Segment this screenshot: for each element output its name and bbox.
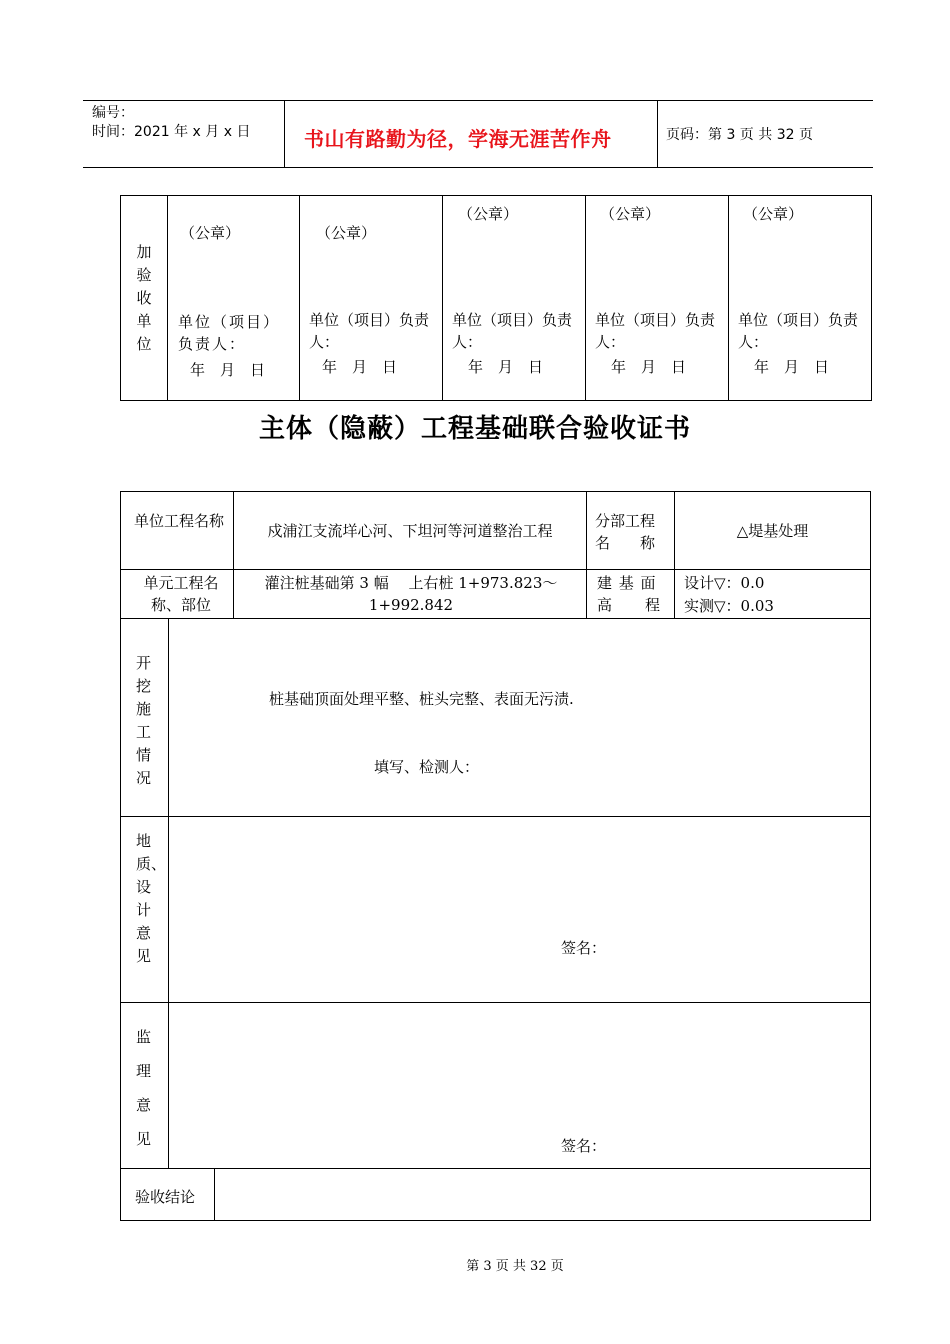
excavation-label: 开挖施工情况: [136, 654, 152, 787]
acceptance-units-table: [120, 195, 872, 401]
date-label: 年 月 日: [611, 358, 687, 376]
unit-responsible-label: 单位（项目）负责人：: [452, 311, 573, 351]
footer-page-number: 第 3 页 共 32 页: [466, 1259, 564, 1274]
seal-label: （公章）: [180, 224, 241, 242]
seal-label: （公章）: [600, 205, 661, 223]
supervision-label: 监理意见: [136, 1028, 152, 1148]
date-label: 年 月 日: [322, 358, 398, 376]
page-indicator: 页码：第 3 页 共 32 页: [666, 127, 813, 143]
sign-column-5: [729, 196, 872, 401]
col-divider: [586, 492, 587, 619]
acceptance-units-label-cell: [121, 196, 168, 401]
sub-project-label: 分部工程名 称: [595, 512, 656, 552]
geology-design-label: 地质、设计意见: [136, 832, 167, 965]
acceptance-form: [120, 491, 871, 1221]
seal-label: （公章）: [316, 224, 377, 242]
conclusion-label: 验收结论: [135, 1188, 196, 1206]
row-divider: [121, 816, 870, 817]
conclusion-field[interactable]: [215, 1169, 869, 1221]
unit-responsible-label: 单位（项目）负责人：: [738, 311, 859, 351]
excavation-inspector-label: 填写、检测人：: [374, 758, 480, 776]
seal-label: （公章）: [743, 205, 804, 223]
header-divider: [284, 100, 285, 168]
header-top-rule: [83, 100, 873, 101]
geology-signature-label: 签名：: [561, 939, 607, 957]
unit-responsible-label: 单位（项目）负责人：: [595, 311, 716, 351]
unit-responsible-label: 单位（项目）负责人：: [178, 313, 281, 353]
supervision-signature-label: 签名：: [561, 1137, 607, 1155]
header-divider: [657, 100, 658, 168]
col-divider: [233, 492, 234, 619]
element-project-value: 灌注桩基础第 3 幅 上右桩 1+973.823～1+992.842: [264, 574, 558, 614]
acceptance-units-label: 加验收单位: [136, 242, 152, 353]
row-divider: [121, 1002, 870, 1003]
col-divider: [168, 618, 169, 1169]
doc-number-label: 编号：: [92, 105, 134, 121]
sub-project-value: △堤基处理: [736, 522, 809, 540]
date-label: 年 月 日: [468, 358, 544, 376]
col-divider: [674, 492, 675, 619]
header-bottom-rule: [83, 167, 873, 168]
doc-time-label: 时间：2021 年 x 月 x 日: [92, 124, 251, 140]
sign-column-3: [443, 196, 586, 401]
sign-column-4: [586, 196, 729, 401]
element-project-label: 单元工程名称、部位: [143, 574, 219, 614]
unit-responsible-label: 单位（项目）负责人：: [309, 311, 430, 351]
date-label: 年 月 日: [754, 358, 830, 376]
design-elevation: 设计▽：0.0: [684, 574, 765, 592]
sign-column-1: [168, 196, 300, 401]
excavation-description: 桩基础顶面处理平整、桩头完整、表面无污渍.: [269, 690, 574, 708]
unit-project-label: 单位工程名称: [133, 512, 224, 530]
date-label: 年 月 日: [190, 361, 266, 379]
sign-column-2: [300, 196, 443, 401]
page-title: 主体（隐蔽）工程基础联合验收证书: [258, 414, 691, 444]
header-motto: 书山有路勤为径，学海无涯苦作舟: [304, 127, 612, 151]
elevation-label: 建 基 面高 程: [597, 574, 662, 614]
seal-label: （公章）: [458, 205, 519, 223]
unit-project-value: 戍浦江支流垟心河、下坦河等河道整治工程: [267, 522, 553, 540]
measured-elevation: 实测▽：0.03: [684, 597, 774, 615]
